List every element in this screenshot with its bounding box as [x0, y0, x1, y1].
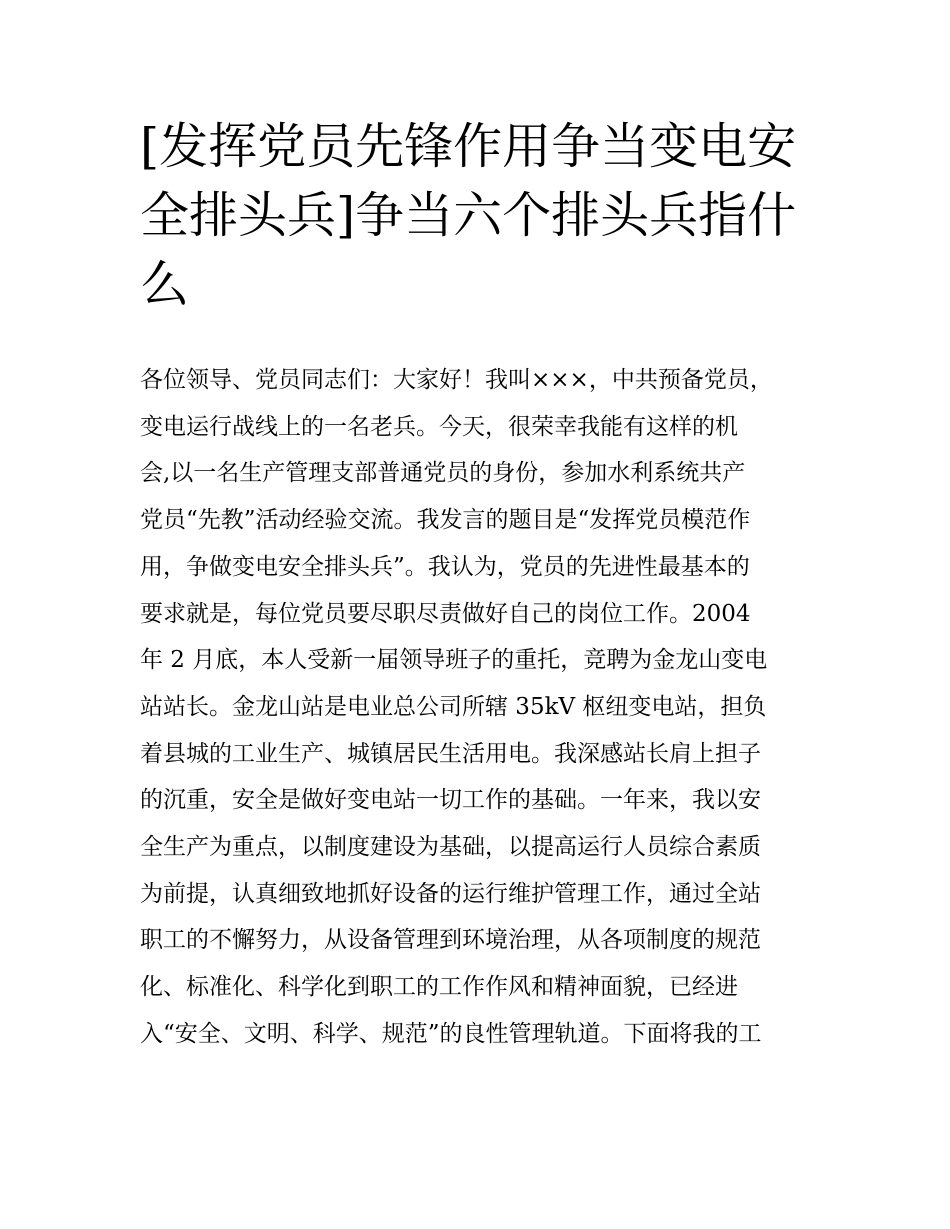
- body-line: 年 2 月底，本人受新一届领导班子的重托，竞聘为金龙山变电: [140, 647, 768, 674]
- body-line: 党员“先教”活动经验交流。我发言的题目是“发挥党员模范作: [140, 507, 751, 534]
- body-line: 职工的不懈努力，从设备管理到环境治理，从各项制度的规范: [140, 927, 761, 954]
- body-paragraph: [140, 357, 820, 1058]
- body-line: 站站长。金龙山站是电业总公司所辖 35kV 枢纽变电站，担负: [140, 693, 767, 720]
- title-line: [发挥党员先锋作用争当变电安: [140, 118, 797, 175]
- title-line: 全排头兵]争当六个排头兵指什: [140, 187, 797, 244]
- body-line: 入“安全、文明、科学、规范”的良性管理轨道。下面将我的工: [140, 1020, 762, 1047]
- title-line: 么: [140, 256, 190, 313]
- body-line: 着县城的工业生产、城镇居民生活用电。我深感站长肩上担子: [140, 740, 761, 767]
- body-line: 用，争做变电安全排头兵”。我认为，党员的先进性最基本的: [140, 553, 750, 580]
- body-line: 变电运行战线上的一名老兵。今天，很荣幸我能有这样的机: [140, 413, 738, 440]
- body-line: 会,以一名生产管理支部普通党员的身份，参加水利系统共产: [140, 460, 746, 487]
- body-line: 全生产为重点，以制度建设为基础，以提高运行人员综合素质: [140, 834, 761, 861]
- body-line: 要求就是，每位党员要尽职尽责做好自己的岗位工作。2004: [140, 600, 751, 627]
- document-title: [140, 112, 820, 319]
- body-line: 的沉重，安全是做好变电站一切工作的基础。一年来，我以安: [140, 787, 761, 814]
- body-line: 化、标准化、科学化到职工的工作作风和精神面貌，已经进: [140, 974, 738, 1001]
- body-line: 为前提，认真细致地抓好设备的运行维护管理工作，通过全站: [140, 880, 761, 907]
- body-line: 各位领导、党员同志们：大家好！我叫×××，中共预备党员，: [140, 367, 773, 393]
